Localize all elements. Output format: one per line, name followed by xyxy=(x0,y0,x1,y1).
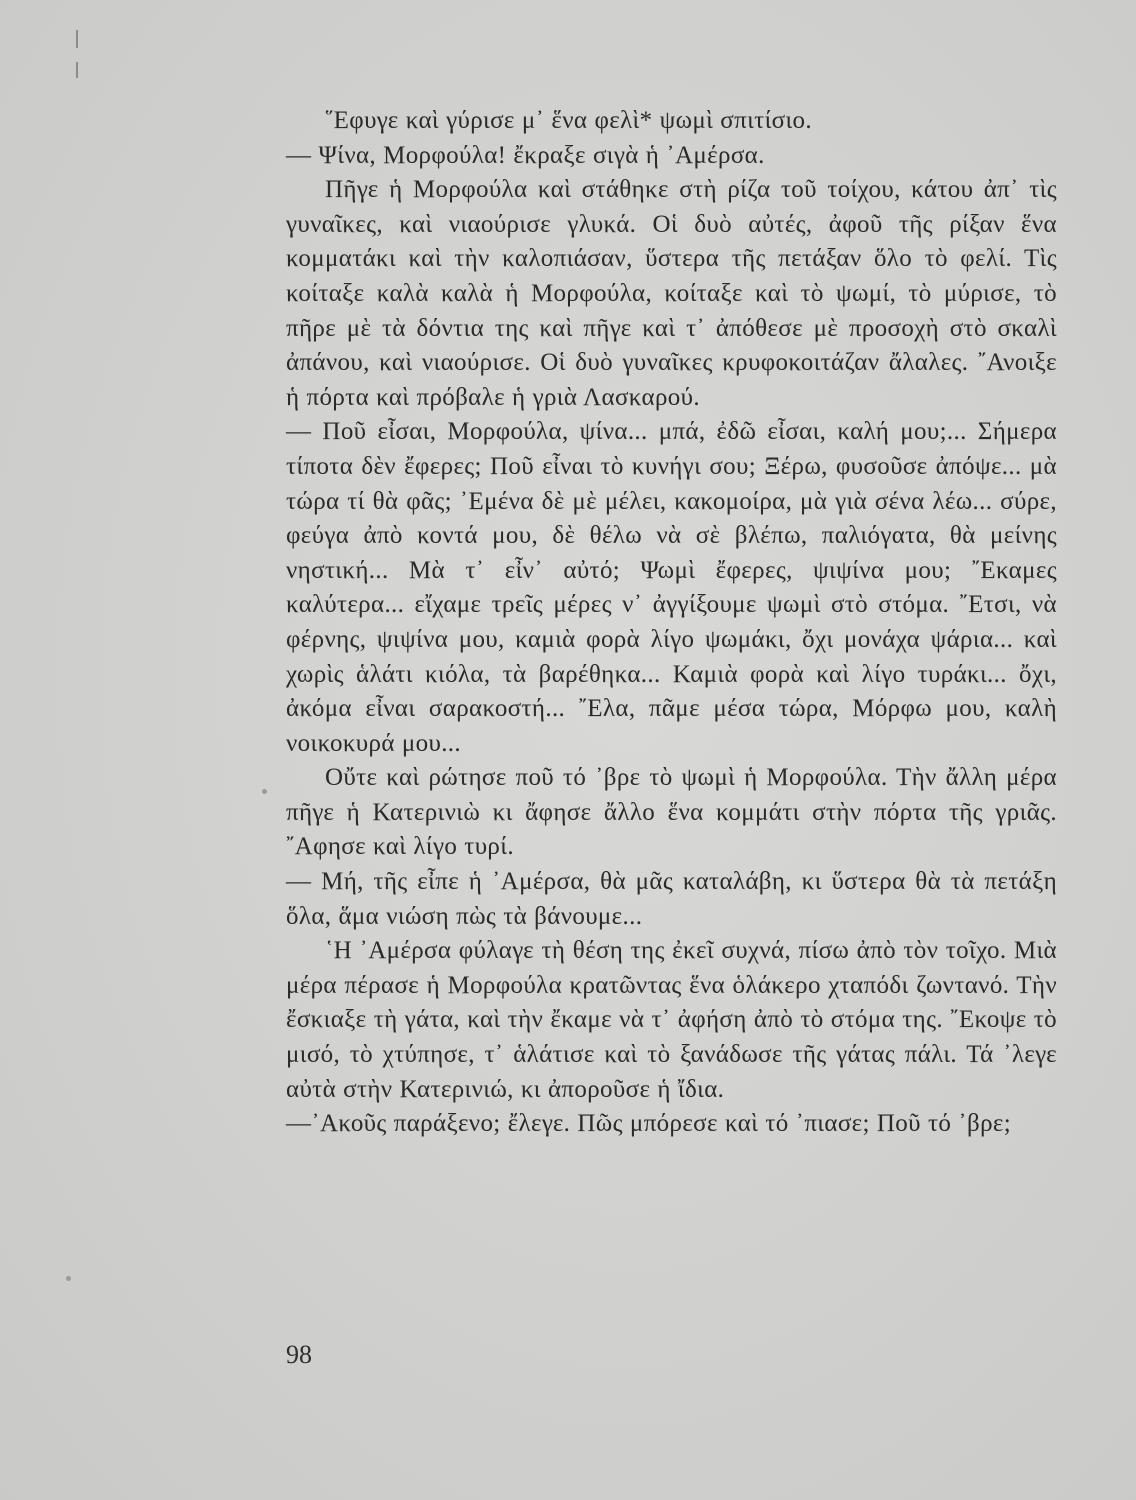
paragraph-4: — Ποῦ εἶσαι, Μορφούλα, ψίνα... μπά, ἐδῶ εἶσαι, καλή μου;... Σήμερα τίποτα δὲν ἔφερες; Ποῦ εἶναι τὸ κυνήγι σου; Ξέρω, φυσοῦσε ἀπόψε... μὰ τώρα τί θὰ φᾶς; ᾿Εμένα δὲ μὲ μέλει, κακομοίρα, μὰ γιὰ σένα λέω... σύρε, φεύγα ἀπὸ κοντά μου, δὲ θέλω νὰ σὲ βλέπω, παλιόγατα, θὰ μείνης νηστική... Μὰ τ᾿ εἶν᾿ αὐτό; Ψωμὶ ἔφερες, ψιψίνα μου; ῎Εκαμες καλύτερα... εἴχαμε τρεῖς μέρες ν᾿ ἀγγίξουμε ψωμὶ στὸ στόμα. ῎Ετσι, νὰ φέρνης, ψιψίνα μου, καμιὰ φορὰ λίγο ψωμάκι, ὄχι μονάχα ψάρια... καὶ χωρὶς ἁλάτι κιόλα, τὰ βαρέθηκα... Καμιὰ φορὰ καὶ λίγο τυράκι... ὄχι, ἀκόμα εἶναι σαρακοστή... ῎Ελα, πᾶμε μέσα τώρα, Μόρφω μου, καλὴ νοικοκυρά μου... xyxy=(286,418,1057,757)
paragraph-7: ῾Η ᾿Αμέρσα φύλαγε τὴ θέση της ἐκεῖ συχνά, πίσω ἀπὸ τὸν τοῖχο. Μιὰ μέρα πέρασε ἡ Μορφούλα κρατῶντας ἕνα ὁλάκερο χταπόδι ζωντανό. Τὴν ἔσκιαξε τὴ γάτα, καὶ τὴν ἔκαμε νὰ τ᾿ ἀφήση ἀπὸ τὸ στόμα της. ῎Εκοψε τὸ μισό, τὸ χτύπησε, τ᾿ ἁλάτισε καὶ τὸ ξανάδωσε τῆς γάτας πάλι. Τά ᾿λεγε αὐτὰ στὴν Κατερινιώ, κι ἀποροῦσε ἡ ἴδια. xyxy=(286,937,1057,1103)
paragraph-3: Πῆγε ἡ Μορφούλα καὶ στάθηκε στὴ ρίζα τοῦ τοίχου, κάτου ἀπ᾿ τὶς γυναῖκες, καὶ νιαούρισε γλυκά. Οἱ δυὸ αὐτές, ἀφοῦ τῆς ρίξαν ἕνα κομματάκι καὶ τὴν καλοπιάσαν, ὕστερα τῆς πετάξαν ὅλο τὸ φελί. Τὶς κοίταξε καλὰ καλὰ ἡ Μορφούλα, κοίταξε καὶ τὸ ψωμί, τὸ μύρισε, τὸ πῆρε μὲ τὰ δόντια της καὶ πῆγε καὶ τ᾿ ἀπόθεσε μὲ προσοχὴ στὸ σκαλὶ ἀπάνου, καὶ νιαούρισε. Οἱ δυὸ γυναῖκες κρυφοκοιτάζαν ἄλαλες. ῎Ανοιξε ἡ πόρτα καὶ πρόβαλε ἡ γριὰ Λασκαρού. xyxy=(286,176,1057,411)
paragraph-8: —᾿Ακοῦς παράξενο; ἔλεγε. Πῶς μπόρεσε καὶ τό ᾿πιασε; Ποῦ τό ᾿βρε; xyxy=(286,1110,1012,1138)
paragraph-1: ῞Εφυγε καὶ γύρισε μ᾿ ἕνα φελὶ* ψωμὶ σπιτίσιο. xyxy=(325,107,813,134)
page-number: 98 xyxy=(286,1340,312,1369)
margin-mark xyxy=(76,62,78,78)
speck xyxy=(66,1276,71,1281)
margin-mark xyxy=(76,30,78,48)
speck xyxy=(262,789,267,794)
body-text xyxy=(286,104,1057,1142)
paragraph-5: Οὔτε καὶ ρώτησε ποῦ τό ᾿βρε τὸ ψωμὶ ἡ Μορφούλα. Τὴν ἄλλη μέρα πῆγε ἡ Κατερινιὼ κι ἄφησε ἄλλο ἕνα κομμάτι στὴν πόρτα τῆς γριᾶς. ῎Αφησε καὶ λίγο τυρί. xyxy=(286,764,1057,861)
paragraph-6: — Μή, τῆς εἶπε ἡ ᾿Αμέρσα, θὰ μᾶς καταλάβη, κι ὕστερα θὰ τὰ πετάξη ὅλα, ἅμα νιώση πὼς τὰ βάνουμε... xyxy=(286,868,1057,930)
paragraph-2: — Ψίνα, Μορφούλα! ἔκραξε σιγὰ ἡ ᾿Αμέρσα. xyxy=(286,141,765,169)
